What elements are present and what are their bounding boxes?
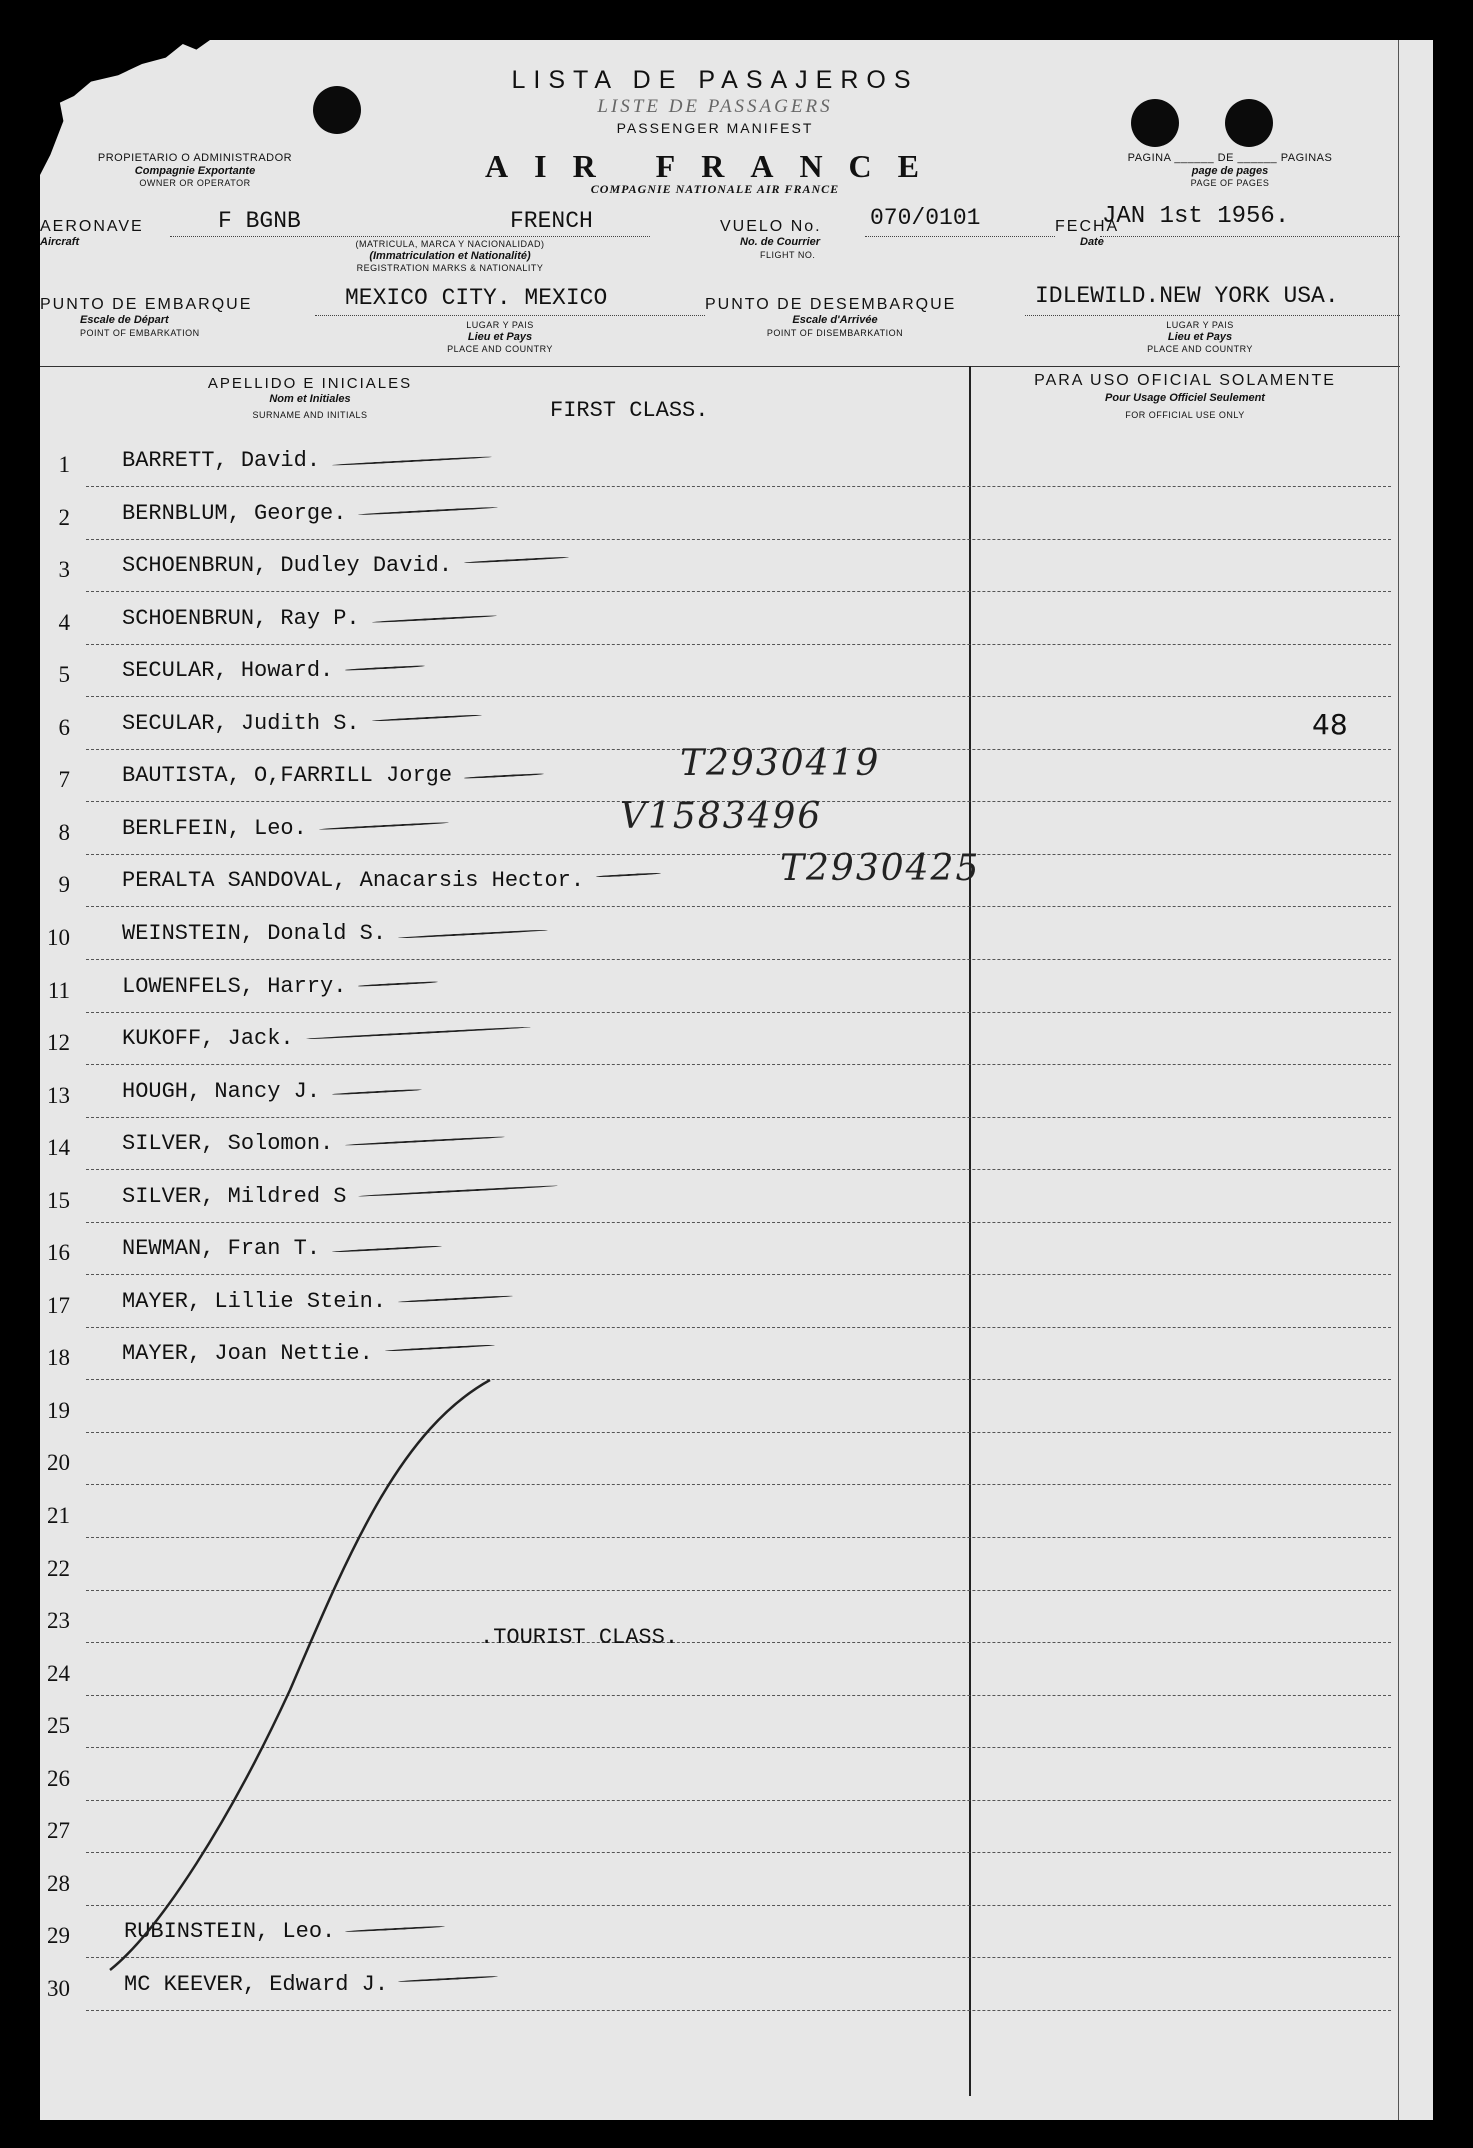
check-mark: [372, 614, 497, 623]
right-margin-rule: [1398, 40, 1399, 2120]
row-number: 4: [58, 609, 70, 635]
row-number: 21: [47, 1503, 70, 1528]
check-mark: [345, 1136, 505, 1146]
check-mark: [319, 821, 449, 830]
row-rule: [86, 696, 1391, 697]
row-number: 29: [47, 1923, 70, 1949]
owner-label-en: OWNER OR OPERATOR: [139, 178, 251, 188]
disembarkation-label: PUNTO DE DESEMBARQUE: [705, 296, 957, 313]
passenger-name: RUBINSTEIN, Leo.: [124, 1919, 336, 1945]
check-mark: [398, 1295, 513, 1303]
manifest-page: [40, 40, 1433, 2120]
official-use-header-en: FOR OFFICIAL USE ONLY: [1125, 410, 1245, 420]
punch-hole: [313, 86, 361, 134]
embark-place-label-en: PLACE AND COUNTRY: [447, 344, 553, 354]
punch-hole: [1131, 99, 1179, 147]
disembarkation-label-fr: Escale d'Arrivée: [792, 314, 878, 326]
page-label: PAGINA ______ DE ______ PAGINAS: [1127, 152, 1333, 164]
passenger-name: MAYER, Lillie Stein.: [122, 1288, 387, 1314]
nationality-label: (MATRICULA, MARCA Y NACIONALIDAD): [355, 239, 545, 249]
aircraft-label: AERONAVE: [40, 218, 144, 235]
row-number: 2: [58, 504, 70, 530]
row-rule: [86, 1117, 1391, 1118]
torn-corner: [40, 40, 210, 120]
check-mark: [464, 556, 569, 563]
row-number: 10: [47, 924, 70, 950]
official-note: 48: [1312, 708, 1348, 741]
row-number: 23: [47, 1608, 70, 1634]
title-spanish: LISTA DE PASAJEROS: [511, 66, 919, 94]
passenger-name: SCHOENBRUN, Ray P.: [122, 605, 360, 631]
row-number: 15: [47, 1187, 70, 1213]
nationality-label-fr: (Immatriculation et Nationalité): [369, 250, 531, 262]
flight-label-fr: No. de Courrier: [740, 236, 821, 248]
field-line: [1100, 236, 1400, 237]
official-column-divider: [969, 366, 971, 2096]
embark-place-label-fr: Lieu et Pays: [467, 331, 533, 343]
date-label-en: Date: [1080, 236, 1104, 248]
row-number: 3: [58, 557, 70, 583]
surname-header-fr: Nom et Initiales: [269, 393, 351, 405]
date-value: JAN 1st 1956.: [1102, 203, 1290, 230]
tourist-class-heading: .TOURIST CLASS.: [480, 1625, 679, 1650]
row-number: 16: [47, 1240, 70, 1266]
row-number: 12: [47, 1030, 70, 1056]
row-number: 24: [47, 1660, 70, 1686]
check-mark: [358, 506, 498, 515]
passenger-name: HOUGH, Nancy J.: [122, 1078, 321, 1104]
title-french: LISTE DE PASSAGERS: [597, 96, 833, 117]
flight-label: VUELO No.: [720, 218, 822, 235]
check-mark: [372, 714, 482, 722]
row-rule: [86, 486, 1391, 487]
flight-label-en: FLIGHT NO.: [760, 250, 816, 260]
handwritten-passport-number: T2930419: [680, 743, 881, 785]
row-number: 20: [47, 1450, 70, 1476]
first-class-heading: FIRST CLASS.: [550, 398, 709, 423]
row-number: 9: [58, 872, 70, 898]
punch-hole: [1225, 99, 1273, 147]
passenger-name: PERALTA SANDOVAL, Anacarsis Hector.: [122, 868, 585, 894]
check-mark: [398, 929, 548, 939]
row-number: 1: [58, 452, 70, 477]
row-number: 22: [47, 1555, 70, 1581]
passenger-name: BERNBLUM, George.: [122, 500, 347, 526]
field-line: [1025, 315, 1400, 316]
check-mark: [345, 665, 425, 671]
check-mark: [358, 980, 438, 986]
table-top-rule: [40, 366, 1400, 367]
row-rule: [86, 1274, 1391, 1275]
nationality-value: FRENCH: [510, 208, 593, 234]
row-number: 14: [47, 1135, 70, 1161]
field-line: [315, 315, 705, 316]
disembark-place-label-fr: Lieu et Pays: [1167, 331, 1233, 343]
pen-stroke: [100, 1370, 520, 1990]
embark-place-label: LUGAR Y PAIS: [466, 320, 534, 330]
row-number: 11: [47, 977, 70, 1003]
passenger-name: BARRETT, David.: [122, 448, 321, 473]
row-rule: [86, 591, 1391, 592]
handwritten-passport-number: T2930425: [780, 848, 981, 890]
company-subtitle: COMPAGNIE NATIONALE AIR FRANCE: [590, 182, 840, 196]
embarkation-label: PUNTO DE EMBARQUE: [40, 296, 253, 313]
row-rule: [86, 1012, 1391, 1013]
passenger-name: SCHOENBRUN, Dudley David.: [122, 553, 453, 579]
row-number: 13: [47, 1082, 70, 1108]
page-label-en: PAGE OF PAGES: [1190, 178, 1270, 188]
page-label-fr: page de pages: [1191, 165, 1269, 177]
flight-value: 070/0101: [870, 205, 981, 231]
passenger-name: SILVER, Solomon.: [122, 1131, 334, 1157]
title-english: PASSENGER MANIFEST: [616, 120, 814, 136]
passenger-name: KUKOFF, Jack.: [122, 1026, 294, 1052]
row-number: 6: [58, 714, 70, 740]
disembark-place-label: LUGAR Y PAIS: [1166, 320, 1234, 330]
embarkation-value: MEXICO CITY. MEXICO: [345, 285, 608, 311]
row-number: 27: [47, 1818, 70, 1844]
row-rule: [86, 644, 1391, 645]
date-label: FECHA: [1055, 218, 1120, 235]
disembark-place-label-en: PLACE AND COUNTRY: [1147, 344, 1253, 354]
embarkation-label-fr: Escale de Départ: [80, 314, 169, 326]
row-number: 5: [58, 662, 70, 688]
passenger-name: BERLFEIN, Leo.: [122, 815, 307, 841]
nationality-label-en: REGISTRATION MARKS & NATIONALITY: [356, 263, 544, 273]
row-rule: [86, 1064, 1391, 1065]
row-number: 8: [58, 819, 70, 845]
passenger-name: MC KEEVER, Edward J.: [124, 1971, 389, 1997]
passenger-name: SILVER, Mildred S: [122, 1183, 347, 1209]
row-rule: [86, 1169, 1391, 1170]
disembarkation-value: IDLEWILD.NEW YORK USA.: [1035, 283, 1339, 309]
field-line: [170, 236, 650, 237]
disembarkation-label-en: POINT OF DISEMBARKATION: [766, 328, 904, 338]
row-rule: [86, 539, 1391, 540]
check-mark: [358, 1184, 558, 1196]
aircraft-value: F BGNB: [218, 208, 301, 234]
passenger-name: SECULAR, Judith S.: [122, 710, 360, 736]
passenger-name: MAYER, Joan Nettie.: [122, 1341, 373, 1367]
check-mark: [332, 456, 492, 466]
row-number: 30: [47, 1975, 70, 2001]
surname-header-en: SURNAME AND INITIALS: [252, 410, 368, 420]
handwritten-passport-number: V1583496: [620, 795, 823, 837]
official-use-header: PARA USO OFICIAL SOLAMENTE: [1034, 372, 1336, 389]
official-use-header-fr: Pour Usage Officiel Seulement: [1105, 392, 1265, 404]
aircraft-label-en: Aircraft: [40, 236, 80, 248]
row-number: 28: [47, 1870, 70, 1896]
row-number: 7: [58, 767, 70, 793]
row-rule: [86, 854, 1391, 855]
passenger-name: NEWMAN, Fran T.: [122, 1236, 321, 1262]
surname-header: APELLIDO E INICIALES: [207, 375, 413, 392]
row-number: 19: [47, 1397, 70, 1423]
check-mark: [332, 1245, 442, 1253]
passenger-name: WEINSTEIN, Donald S.: [122, 920, 387, 946]
company-name: AIR FRANCE: [485, 148, 945, 184]
row-number: 17: [47, 1292, 70, 1318]
check-mark: [464, 773, 544, 779]
check-mark: [596, 873, 661, 878]
check-mark: [385, 1344, 495, 1352]
row-number: 25: [47, 1713, 70, 1739]
passenger-name: SECULAR, Howard.: [122, 658, 334, 684]
row-rule: [86, 1222, 1391, 1223]
row-rule: [86, 959, 1391, 960]
owner-label-fr: Compagnie Exportante: [134, 165, 256, 177]
check-mark: [306, 1026, 531, 1040]
check-mark: [332, 1088, 422, 1095]
row-rule: [86, 906, 1391, 907]
owner-label: PROPIETARIO O ADMINISTRADOR: [97, 152, 293, 164]
row-rule: [86, 2010, 1391, 2011]
passenger-name: BAUTISTA, O,FARRILL Jorge: [122, 763, 453, 789]
passenger-name: LOWENFELS, Harry.: [122, 973, 347, 999]
field-line: [865, 236, 1055, 237]
row-number: 18: [47, 1345, 70, 1371]
embarkation-label-en: POINT OF EMBARKATION: [80, 328, 200, 338]
row-rule: [86, 1327, 1391, 1328]
row-number: 26: [47, 1765, 70, 1791]
